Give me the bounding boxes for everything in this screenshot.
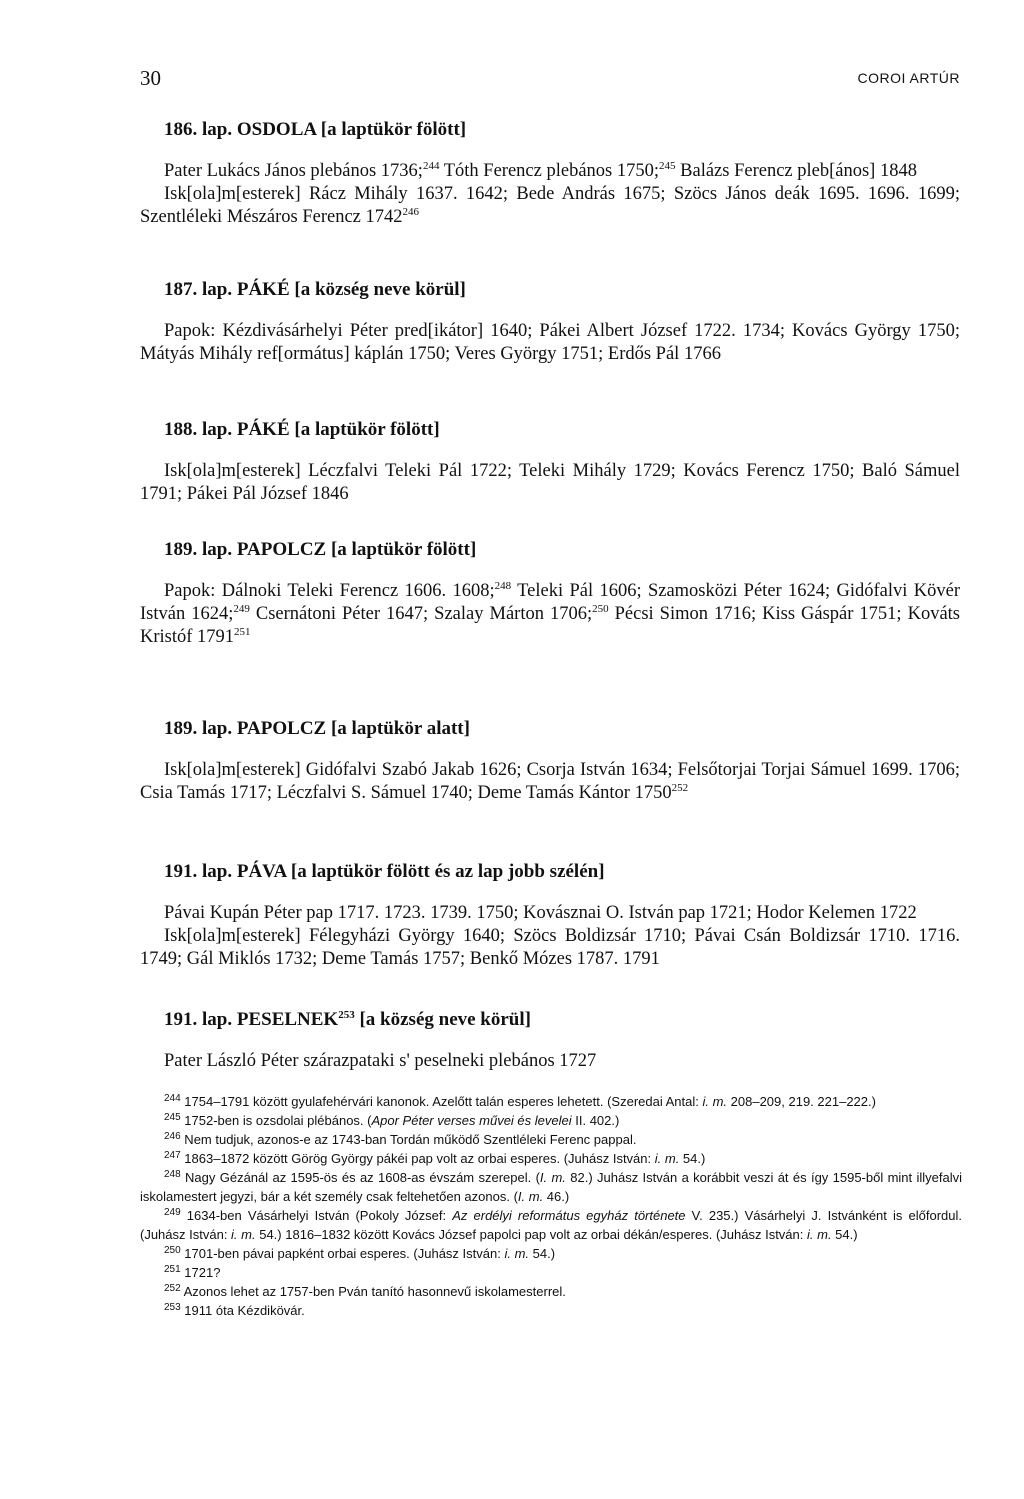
entry [140, 278, 960, 366]
text-run: Isk[ola]m[esterek] Rácz Mihály 1637. 1642; Bede András 1675; Szöcs János deák 1695. 1696. 1699; Szentléleki Mészáros Ferencz 1742 [140, 184, 960, 227]
text-run: V. 235.) Vásárhelyi J. Istvánként is előfordul. (Juhász István: [140, 1208, 962, 1242]
footnote-ref: 250 [164, 1245, 181, 1256]
footnote [140, 1168, 962, 1206]
entry-paragraph [140, 759, 960, 805]
entry [140, 418, 960, 506]
text-run: Isk[ola]m[esterek] Gidófalvi Szabó Jakab 1626; Csorja István 1634; Felsőtorjai Torjai Sámuel 1699. 1706; Csia Tamás 1717; Léczfalvi S. Sámuel 1740; Deme Tamás Kántor 1750 [140, 760, 960, 803]
entry-paragraph [140, 160, 960, 183]
text-run: Papok: Dálnoki Teleki Ferencz 1606. 1608; [164, 581, 495, 601]
italic-text: i. m. [231, 1227, 256, 1242]
italic-text: i. m. [504, 1246, 530, 1261]
footnote [140, 1244, 962, 1263]
entry [140, 1008, 960, 1073]
footnote-ref: 246 [402, 206, 420, 218]
text-run: 54.) [679, 1151, 706, 1166]
footnote-ref: 249 [164, 1207, 181, 1218]
entry-heading: 188. lap. PÁKÉ [a laptükör fölött] [164, 419, 440, 440]
entry-heading: 189. lap. PAPOLCZ [a laptükör alatt] [164, 718, 470, 739]
footnote [140, 1206, 962, 1244]
entry-paragraph [140, 580, 960, 649]
page-header [140, 66, 960, 90]
text-run: Csernátoni Péter 1647; Szalay Márton 1706; [249, 604, 593, 624]
footnote [140, 1092, 962, 1111]
entry [140, 717, 960, 805]
text-run: Tóth Ferencz plebános 1750; [439, 161, 660, 181]
entry-paragraph [140, 902, 960, 925]
entry-heading: 191. lap. PÁVA [a laptükör fölött és az lap jobb szélén] [164, 861, 605, 882]
text-run: 54.) [831, 1227, 858, 1242]
text-run: 54.) 1816–1832 között Kovács József papolci pap volt az orbai dékán/esperes. (Juhász István: [255, 1227, 807, 1242]
footnote [140, 1130, 962, 1149]
footnote-ref: 244 [422, 160, 440, 172]
text-run: 46.) [543, 1189, 570, 1204]
text-run: 1754–1791 között gyulafehérvári kanonok. Azelőtt talán esperes lehetett. (Szeredai Antal: [180, 1094, 703, 1109]
entry-body [140, 1050, 960, 1073]
footnote-ref: 249 [233, 603, 250, 615]
text-run: Pécsi Simon 1716; Kiss Gáspár 1751; Kováts Kristóf 1791 [140, 604, 960, 647]
footnote [140, 1149, 962, 1168]
footnotes [140, 1092, 962, 1320]
footnote-ref: 251 [164, 1264, 181, 1275]
entry-heading: 186. lap. OSDOLA [a laptükör fölött] [164, 119, 467, 140]
text-run: 191. lap. PESELNEK [164, 1009, 339, 1030]
italic-text: i. m. [807, 1227, 832, 1242]
footnote-ref: 251 [234, 626, 251, 638]
entry-body [140, 160, 960, 229]
footnote-ref: 252 [671, 782, 689, 794]
footnote-ref: 247 [164, 1150, 181, 1161]
footnote [140, 1263, 962, 1282]
text-run: 1701-ben pávai papként orbai esperes. (Juhász István: [180, 1246, 505, 1261]
text-run: Nagy Gézánál az 1595-ös és az 1608-as évszám szerepel. ( [180, 1170, 540, 1185]
entry-body [140, 759, 960, 805]
text-run: Azonos lehet az 1757-ben Pván tanító hasonnevű iskolamesterrel. [180, 1284, 566, 1299]
text-run: Pávai Kupán Péter pap 1717. 1723. 1739. 1750; Kovásznai O. István pap 1721; Hodor Kelemen 1722 [164, 903, 917, 923]
page-number: 30 [140, 66, 161, 90]
footnote-ref: 244 [164, 1093, 181, 1104]
entry-paragraph [140, 320, 960, 366]
entry [140, 538, 960, 649]
entry-body [140, 460, 960, 506]
text-run: 1911 óta Kézdikövár. [180, 1303, 305, 1318]
footnote-ref: 252 [164, 1283, 181, 1294]
entry-paragraph [140, 183, 960, 229]
footnote-ref: 253 [338, 1009, 355, 1021]
entry-heading: 189. lap. PAPOLCZ [a laptükör fölött] [164, 539, 477, 560]
entry-heading: 187. lap. PÁKÉ [a község neve körül] [164, 279, 466, 300]
text-run: 208–209, 219. 221–222.) [727, 1094, 876, 1109]
footnote-ref: 246 [164, 1131, 181, 1142]
running-head: COROI ARTÚR [857, 70, 960, 86]
entry [140, 118, 960, 229]
footnote-ref: 253 [164, 1302, 181, 1313]
entry-body [140, 580, 960, 649]
entry-body [140, 320, 960, 366]
text-run: II. 402.) [571, 1113, 620, 1128]
text-run: [a község neve körül] [354, 1009, 531, 1030]
text-run: 54.) [529, 1246, 556, 1261]
text-run: Pater László Péter szárazpataki s' peselneki plebános 1727 [164, 1051, 597, 1071]
entry-paragraph [140, 1050, 960, 1073]
text-run: Pater Lukács János plebános 1736; [164, 161, 423, 181]
italic-text: I. m. [539, 1170, 566, 1185]
footnote-ref: 248 [494, 580, 512, 592]
entry-paragraph [140, 460, 960, 506]
text-run: Isk[ola]m[esterek] Léczfalvi Teleki Pál 1722; Teleki Mihály 1729; Kovács Ferencz 1750; Baló Sámuel 1791; Pákei Pál József 1846 [140, 461, 960, 504]
text-run: Papok: Kézdivásárhelyi Péter pred[ikátor] 1640; Pákei Albert József 1722. 1734; Kovács György 1750; Mátyás Mihály ref[ormátus] káplán 1750; Veres György 1751; Erdős Pál 1766 [140, 321, 960, 364]
footnote-ref: 245 [659, 160, 676, 172]
text-run: 1634-ben Vásárhelyi István (Pokoly József: [180, 1208, 453, 1223]
text-run: Nem tudjuk, azonos-e az 1743-ban Tordán működő Szentléleki Ferenc pappal. [180, 1132, 637, 1147]
entry [140, 860, 960, 971]
text-run: 1752-ben is ozsdolai plébános. ( [180, 1113, 372, 1128]
footnote [140, 1111, 962, 1130]
italic-text: i. m. [654, 1151, 680, 1166]
italic-text: Apor Péter verses művei és levelei [371, 1113, 572, 1128]
text-run: 1863–1872 között Görög György pákéi pap volt az orbai esperes. (Juhász István: [180, 1151, 655, 1166]
entry-body [140, 902, 960, 971]
text-run: Isk[ola]m[esterek] Félegyházi György 1640; Szöcs Boldizsár 1710; Pávai Csán Boldizsár 1710. 1716. 1749; Gál Miklós 1732; Deme Tamás 1757; Benkő Mózes 1787. 1791 [140, 926, 960, 969]
italic-text: i. m. [702, 1094, 728, 1109]
entry-heading [164, 1008, 960, 1032]
footnote-ref: 248 [164, 1169, 181, 1180]
footnote-ref: 245 [164, 1112, 181, 1123]
italic-text: Az erdélyi református egyház története [452, 1208, 686, 1223]
footnote [140, 1282, 962, 1301]
entry-paragraph [140, 925, 960, 971]
footnote-ref: 250 [592, 603, 609, 615]
italic-text: I. m. [517, 1189, 544, 1204]
text-run: Balázs Ferencz pleb[ános] 1848 [675, 161, 917, 181]
text-run: 82.) Juhász István a korábbit veszi át és így 1595-ből mint illyefalvi iskolamestert jegyzi, bár a két személy csak feltehetően azonos. ( [140, 1170, 962, 1204]
text-run: Teleki Pál 1606; Szamosközi Péter 1624; Gidófalvi Kövér István 1624; [140, 581, 960, 624]
text-run: 1721? [180, 1265, 221, 1280]
footnote [140, 1301, 962, 1320]
